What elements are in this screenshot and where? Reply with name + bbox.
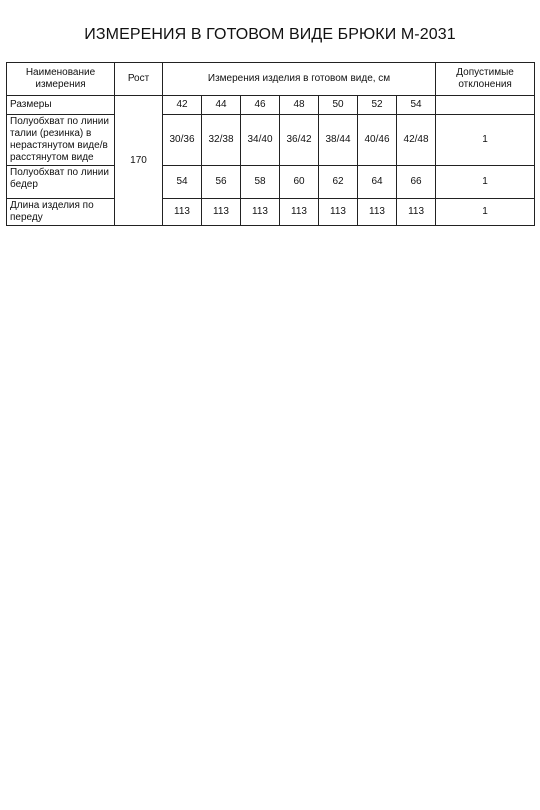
value-cell: 113 (202, 199, 241, 226)
value-cell: 38/44 (319, 115, 358, 166)
size-cell: 50 (319, 96, 358, 115)
row-label-hips: Полуобхват по линии бедер (7, 166, 115, 199)
value-cell: 36/42 (280, 115, 319, 166)
value-cell: 56 (202, 166, 241, 199)
tolerance-cell: 1 (436, 166, 535, 199)
value-cell: 30/36 (163, 115, 202, 166)
tolerance-cell: 1 (436, 199, 535, 226)
value-cell: 34/40 (241, 115, 280, 166)
table-row-length (7, 199, 535, 226)
size-cell: 48 (280, 96, 319, 115)
value-cell: 113 (319, 199, 358, 226)
value-cell: 113 (358, 199, 397, 226)
measurements-table (6, 62, 535, 226)
row-label-waist: Полуобхват по линии талии (резинка) в нерастянутом виде/в расстянутом виде (7, 115, 115, 166)
row-label-length: Длина изделия по переду (7, 199, 115, 226)
header-row (7, 63, 535, 96)
value-cell: 113 (397, 199, 436, 226)
page-title: ИЗМЕРЕНИЯ В ГОТОВОМ ВИДЕ БРЮКИ М-2031 (84, 26, 456, 43)
value-cell: 62 (319, 166, 358, 199)
value-cell: 113 (163, 199, 202, 226)
size-cell: 52 (358, 96, 397, 115)
table-row-hips (7, 166, 535, 199)
table-row-waist (7, 115, 535, 166)
value-cell: 113 (280, 199, 319, 226)
value-cell: 42/48 (397, 115, 436, 166)
value-cell: 113 (241, 199, 280, 226)
size-cell: 42 (163, 96, 202, 115)
header-height: Рост (115, 63, 163, 96)
header-measurements: Измерения изделия в готовом виде, см (163, 63, 436, 96)
header-tolerance: Допустимые отклонения (436, 63, 535, 96)
value-cell: 64 (358, 166, 397, 199)
tolerance-empty (436, 96, 535, 115)
tolerance-cell: 1 (436, 115, 535, 166)
row-label-sizes: Размеры (7, 96, 115, 115)
value-cell: 54 (163, 166, 202, 199)
value-cell: 58 (241, 166, 280, 199)
size-cell: 54 (397, 96, 436, 115)
value-cell: 40/46 (358, 115, 397, 166)
value-cell: 60 (280, 166, 319, 199)
header-name: Наименование измерения (7, 63, 115, 96)
size-cell: 46 (241, 96, 280, 115)
value-cell: 66 (397, 166, 436, 199)
value-cell: 32/38 (202, 115, 241, 166)
height-value: 170 (115, 96, 163, 226)
size-cell: 44 (202, 96, 241, 115)
table-row-sizes (7, 96, 535, 115)
